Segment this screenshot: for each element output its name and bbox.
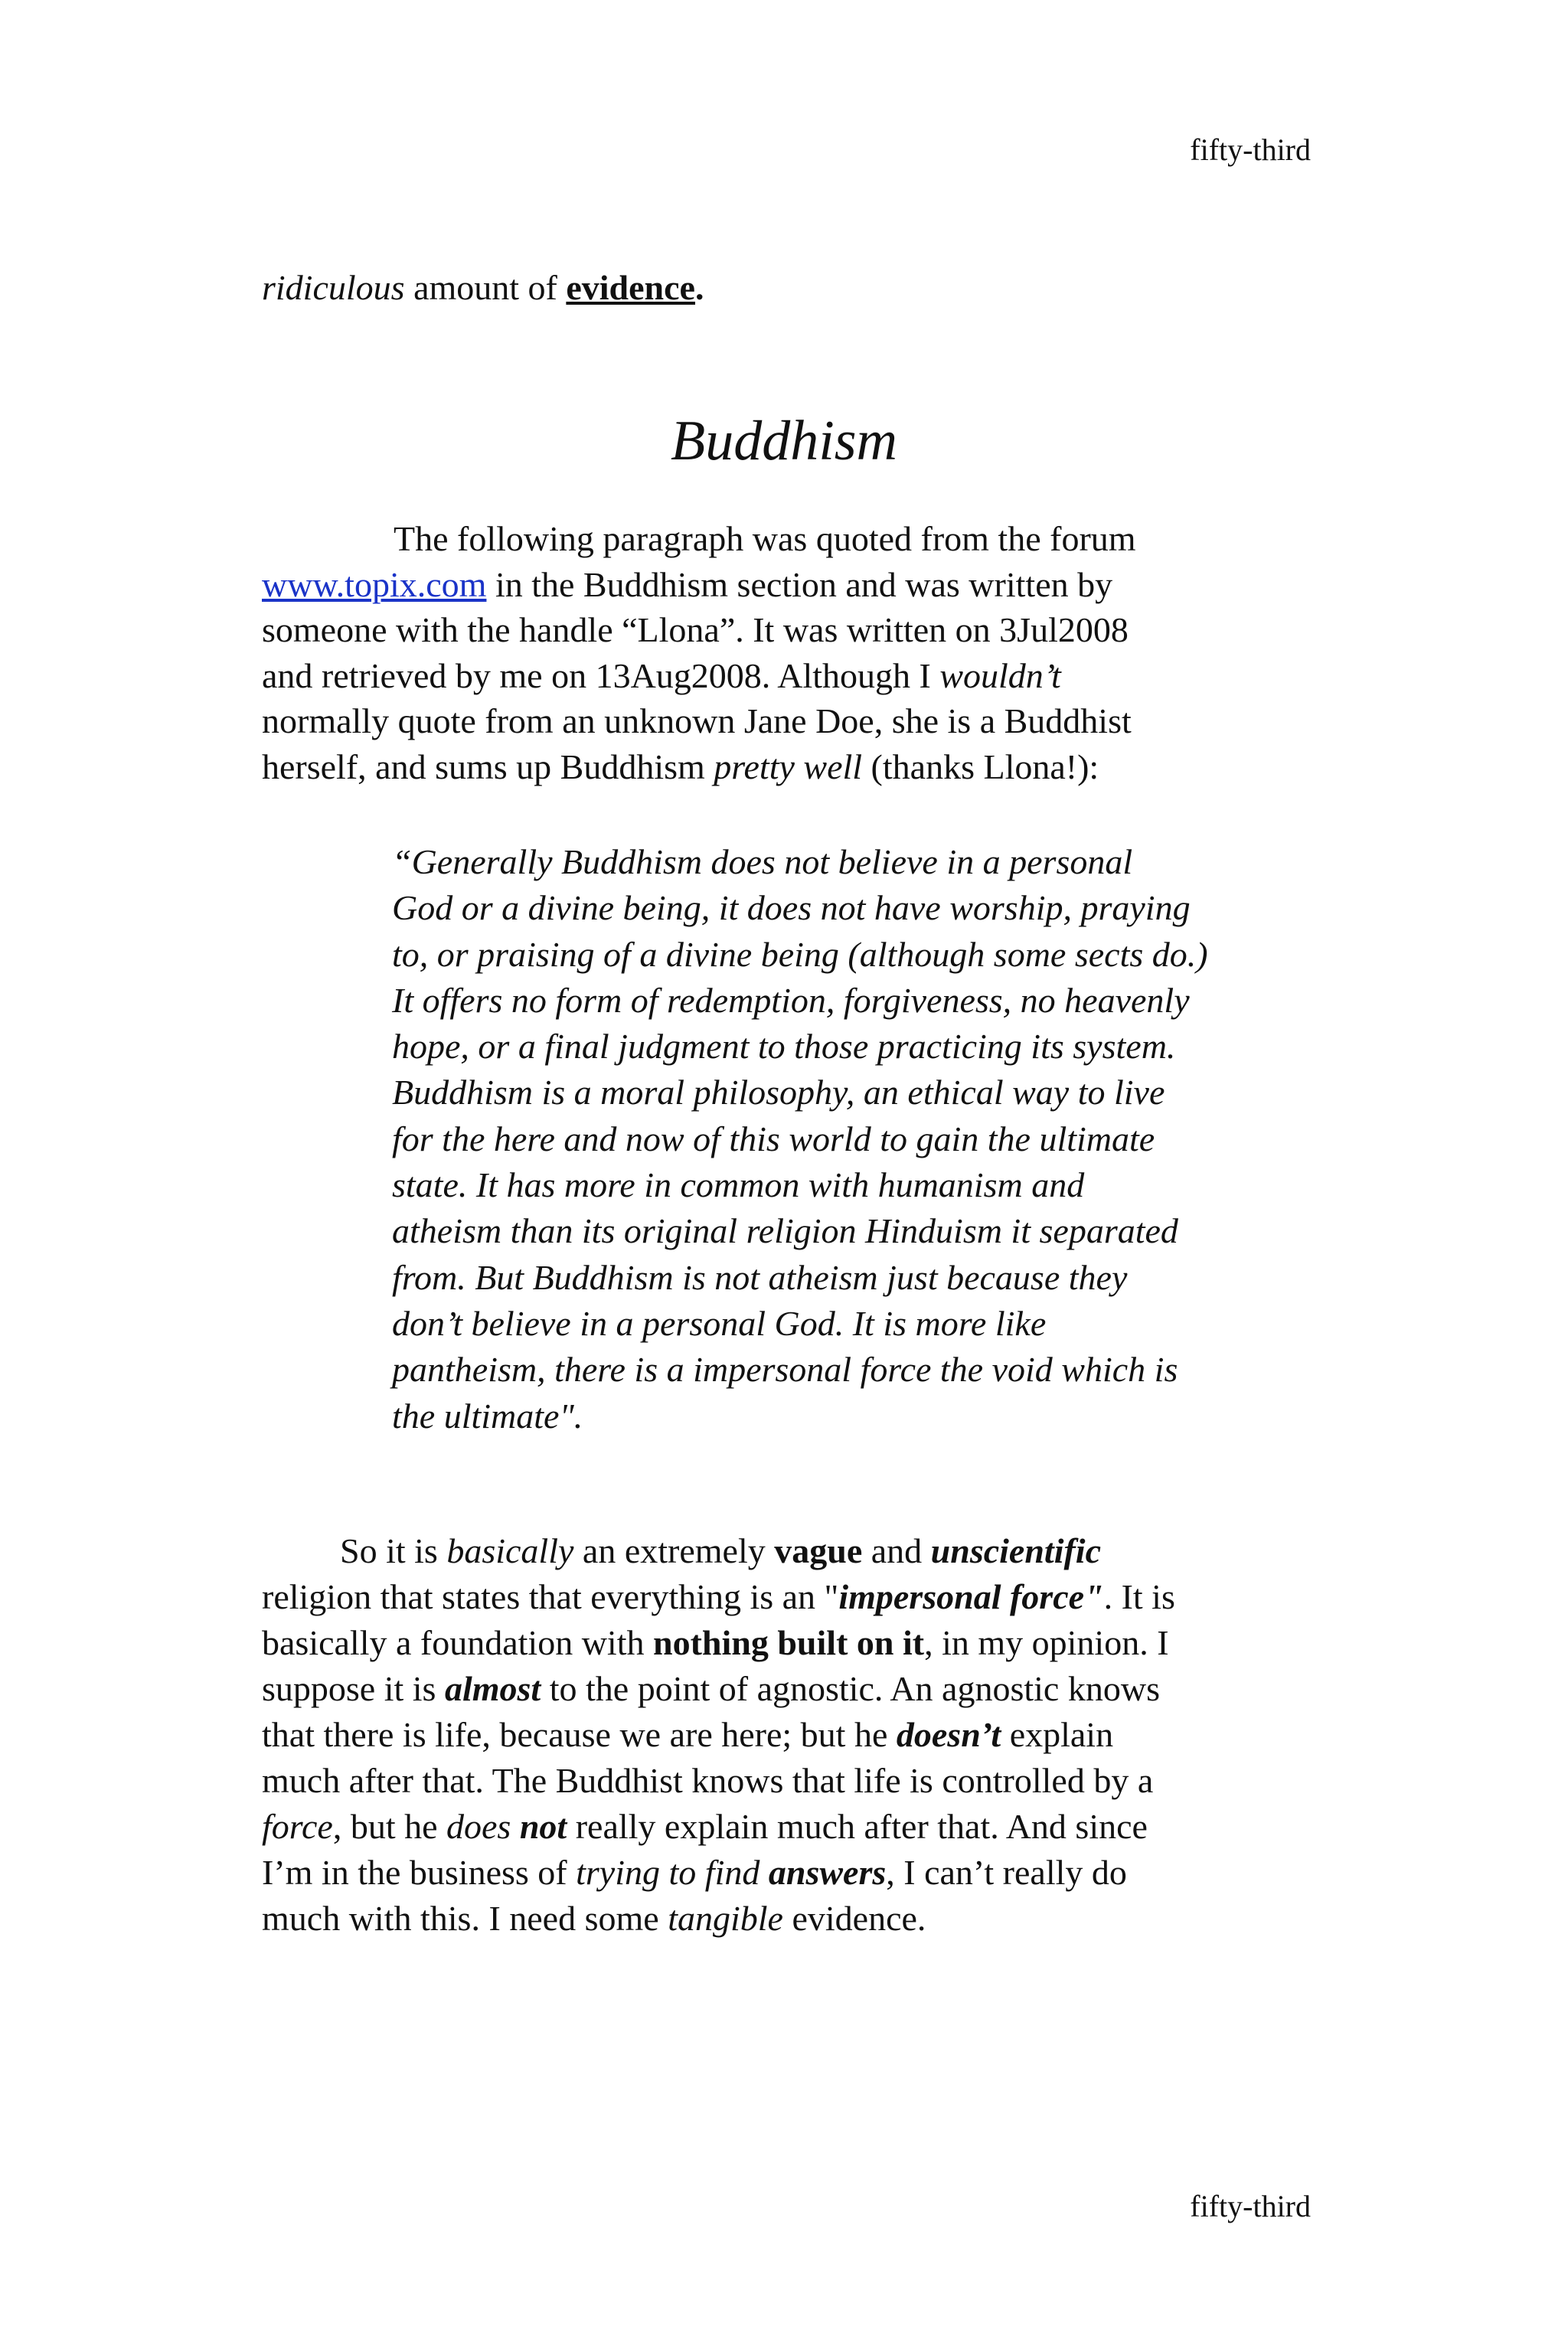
quote-line: from. But Buddhism is not atheism just because they (392, 1257, 1128, 1297)
quote-line: atheism than its original religion Hinduism it separated (392, 1211, 1178, 1251)
intro-paragraph (262, 516, 1318, 790)
closing-line-7 (262, 1804, 1318, 1850)
intro-line-2 (262, 562, 1318, 608)
section-title: Buddhism (671, 410, 897, 472)
quote-line: God or a divine being, it does not have worship, praying (392, 888, 1191, 928)
closing-paragraph (262, 1528, 1318, 1942)
closing-line-6: much after that. The Buddhist knows that life is controlled by a (262, 1761, 1154, 1800)
closing-line-8 (262, 1850, 1318, 1896)
continuation-period: . (694, 268, 704, 307)
emphasis-almost: almost (444, 1669, 541, 1708)
closing-line-4 (262, 1666, 1318, 1712)
intro-line-4 (262, 653, 1318, 699)
topix-link[interactable]: www.topix.com (262, 564, 487, 604)
closing-space (760, 1853, 769, 1892)
closing-line-3 (262, 1620, 1318, 1666)
quote-line: pantheism, there is a impersonal force the void which is (392, 1350, 1178, 1390)
closing-line-9 (262, 1896, 1318, 1942)
closing-text: , in my opinion. I (924, 1623, 1169, 1662)
emphasis-pretty-well: pretty well (714, 746, 863, 786)
emphasis-vague: vague (774, 1531, 863, 1570)
quote-line: don’t believe in a personal God. It is more like (392, 1303, 1047, 1343)
closing-line-5 (262, 1712, 1318, 1758)
intro-line-5: normally quote from an unknown Jane Doe, she is a Buddhist (262, 701, 1132, 741)
closing-text: I’m in the business of (262, 1853, 577, 1892)
closing-text: So it is (340, 1531, 447, 1570)
quote-line: Buddhism is a moral philosophy, an ethical way to live (392, 1073, 1165, 1112)
closing-text: religion that states that everything is an " (262, 1577, 839, 1616)
closing-text: evidence. (782, 1899, 926, 1938)
closing-text: and (862, 1531, 931, 1570)
closing-text: , but he (332, 1807, 447, 1846)
closing-text: an extremely (573, 1531, 775, 1570)
emphasis-evidence: evidence (566, 268, 695, 307)
intro-line-1: The following paragraph was quoted from the forum (394, 519, 1136, 558)
intro-line-6 (262, 744, 1318, 790)
quote-line: hope, or a final judgment to those practicing its system. (392, 1027, 1176, 1067)
page-header: fifty-third (1190, 132, 1311, 167)
quote-line: It offers no form of redemption, forgiveness, no heavenly (392, 980, 1190, 1020)
quote-line: for the here and now of this world to gain the ultimate (392, 1119, 1155, 1158)
closing-text: explain (1001, 1715, 1114, 1754)
emphasis-trying-to-find: trying to find (576, 1853, 760, 1892)
emphasis-doesnt: doesn’t (896, 1715, 1001, 1754)
quote-line: to, or praising of a divine being (although some sects do.) (392, 934, 1208, 974)
closing-text: really explain much after that. And since (567, 1807, 1148, 1846)
quote-line: the ultimate". (392, 1396, 583, 1436)
llona-quote (392, 839, 1334, 1439)
closing-space (511, 1807, 520, 1846)
closing-text: that there is life, because we are here; but he (262, 1715, 897, 1754)
intro-line-6-end: (thanks Llona!): (862, 746, 1099, 786)
closing-text: basically a foundation with (262, 1623, 653, 1662)
intro-line-4-text: and retrieved by me on 13Aug2008. Although I (262, 655, 940, 695)
intro-line-3: someone with the handle “Llona”. It was written on 3Jul2008 (262, 610, 1129, 650)
emphasis-does: does (446, 1807, 511, 1846)
emphasis-not: not (519, 1807, 567, 1846)
closing-text: suppose it is (262, 1669, 445, 1708)
closing-text: much with this. I need some (262, 1899, 668, 1938)
emphasis-tangible: tangible (668, 1899, 783, 1938)
emphasis-wouldnt: wouldn’t (939, 655, 1061, 695)
closing-text: , I can’t really do (886, 1853, 1127, 1892)
closing-line-2 (262, 1574, 1318, 1620)
continuation-line (262, 265, 1318, 311)
page-footer: fifty-third (1190, 2189, 1311, 2223)
emphasis-answers: answers (768, 1853, 887, 1892)
quote-line: state. It has more in common with humanism and (392, 1165, 1085, 1205)
emphasis-unscientific: unscientific (930, 1531, 1101, 1570)
closing-text: . It is (1103, 1577, 1175, 1616)
emphasis-force: force (262, 1807, 333, 1846)
closing-line-1 (262, 1528, 1318, 1574)
intro-line-2-text: in the Buddhism section and was written by (486, 564, 1113, 604)
emphasis-nothing-built: nothing built on it (653, 1623, 925, 1662)
continuation-text: amount of (404, 268, 567, 307)
emphasis-impersonal-force: impersonal force" (838, 1577, 1104, 1616)
quote-line: “Generally Buddhism does not believe in a personal (392, 842, 1133, 881)
intro-line-6-text: herself, and sums up Buddhism (262, 746, 714, 786)
closing-text: to the point of agnostic. An agnostic knows (541, 1669, 1160, 1708)
emphasis-ridiculous: ridiculous (262, 268, 405, 307)
emphasis-basically: basically (446, 1531, 574, 1570)
